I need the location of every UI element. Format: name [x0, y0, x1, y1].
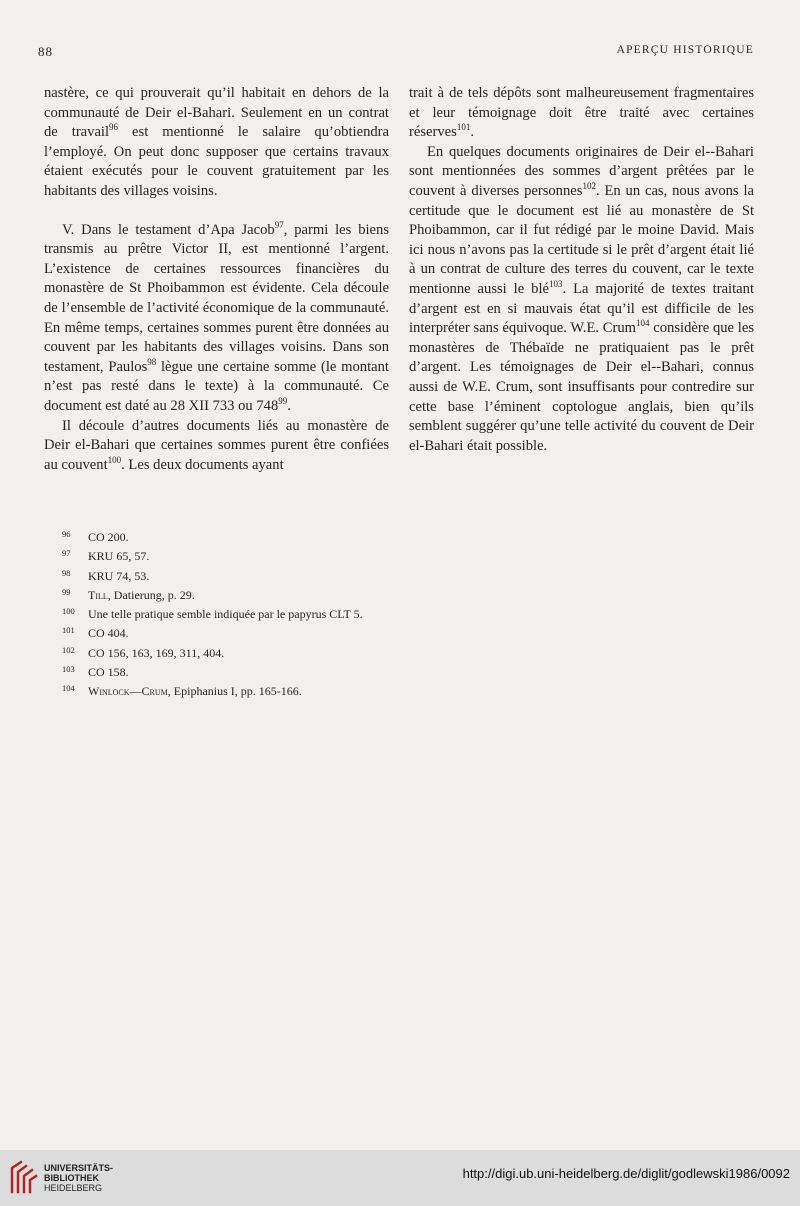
footnote: 99 Till, Datierung, p. 29. [62, 586, 195, 602]
paragraph: En quelques documents originaires de Deir el--Bahari sont mentionnées des sommes d’argent prêtées par le couvent à diverses personnes$^{102}$. En un cas, nous avons la certitude que le document est lié au monastère de St Phoibammon, car il fut rédigé par le moine David. Mais ici nous n’avons pas la certitude si le prêt d’argent était lié à un contrat de culture des terres du couvent, car le texte mentionne aussi le blé$^{103}$. La majorité de textes traitant d’argent est en si mauvais état qu’il est difficile de les interpréter sans équivoque. W.E. Crum$^{104}$ considère que les monastères de Thébaïde ne pratiquaient pas le prêt d’argent. Les témoignages de Deir el--Bahari, connus aussi de W.E. Crum, sont insuffisants pour contredire sur cette base l’éminent coptologue anglais, bien qu’ils semblent suggérer qu’une telle activité du couvent de Deir el-Bahari était possible. [409, 143, 754, 454]
university-logo-icon [8, 1158, 38, 1196]
footnote: 96 CO 200. [62, 529, 129, 544]
footnote: 102 CO 156, 163, 169, 311, 404. [62, 644, 225, 660]
footnote-ref[interactable]: 97 [274, 219, 284, 230]
footnote: 103 CO 158. [62, 664, 129, 680]
footnote: 101 CO 404. [62, 625, 129, 641]
footnote-ref[interactable]: 99 [278, 395, 288, 406]
source-url-link[interactable]: http://digi.ub.uni-heidelberg.de/diglit/godlewski1986/0092 [462, 1166, 790, 1181]
footnote: 98 KRU 74, 53. [62, 567, 150, 583]
footnote-ref[interactable]: 100 [107, 454, 122, 465]
footnote-ref[interactable]: 98 [147, 356, 157, 367]
footnote-ref[interactable]: 104 [636, 318, 650, 329]
paragraph: V. Dans le testament d’Apa Jacob$^{97}$, parmi les biens transmis au prêtre Victor II, est mentionné l’argent. L’existence de certaines ressources financières du monastère de St Phoibammon est évidente. Cela découle de l’ensemble de l’activité économique de la communauté. En même temps, certaines sommes purent être données au couvent par les habitants des villages voisins. Dans son testament, Paulos$^{98}$ lègue une certaine somme (le montant n’est pas resté dans le texte) à la communauté. Ce document est daté au 28 XII 733 ou $748^{99}$. [44, 219, 389, 414]
running-title: APERÇU HISTORIQUE [616, 44, 754, 56]
footnote-ref[interactable]: 101 [456, 122, 471, 133]
left-column [44, 84, 389, 475]
viewer-footer [0, 1150, 800, 1206]
page-number: 88 [38, 44, 53, 59]
footnotes [62, 526, 482, 700]
library-logo-text: UNIVERSITÄTS- BIBLIOTHEK HEIDELBERG [44, 1163, 114, 1193]
paragraph: Il découle d’autres documents liés au monastère de Deir el-Bahari que certaines sommes purent être confiées au couvent$^{100}$. Les deux documents ayant [44, 417, 389, 473]
paragraph: trait à de tels dépôts sont malheureusement fragmentaires et leur témoignage doit être traité avec certaines réserves$^{101}$. [409, 85, 754, 141]
footnote-ref[interactable]: 102 [582, 180, 596, 191]
footnote: 97 KRU 65, 57. [62, 548, 150, 564]
footnote: 104 Winlock—Crum, Epiphanius I, pp. 165-166. [62, 683, 302, 699]
footnote-ref[interactable]: 103 [548, 278, 563, 289]
paragraph: nastère, ce qui prouverait qu’il habitait en dehors de la communauté de Deir el-Bahari. Seulement en un contrat de travail$^{96}$ est mentionné le salaire qu’obtiendra l’employé. On peut donc supposer que certains travaux étaient exécutés pour le couvent gratuitement par les habitants des villages voisins. [44, 85, 389, 199]
right-column [409, 84, 754, 456]
footnote-ref[interactable]: 96 [109, 122, 119, 133]
footnote: 100 Une telle pratique semble indiquée par le papyrus CLT 5. [62, 606, 363, 622]
